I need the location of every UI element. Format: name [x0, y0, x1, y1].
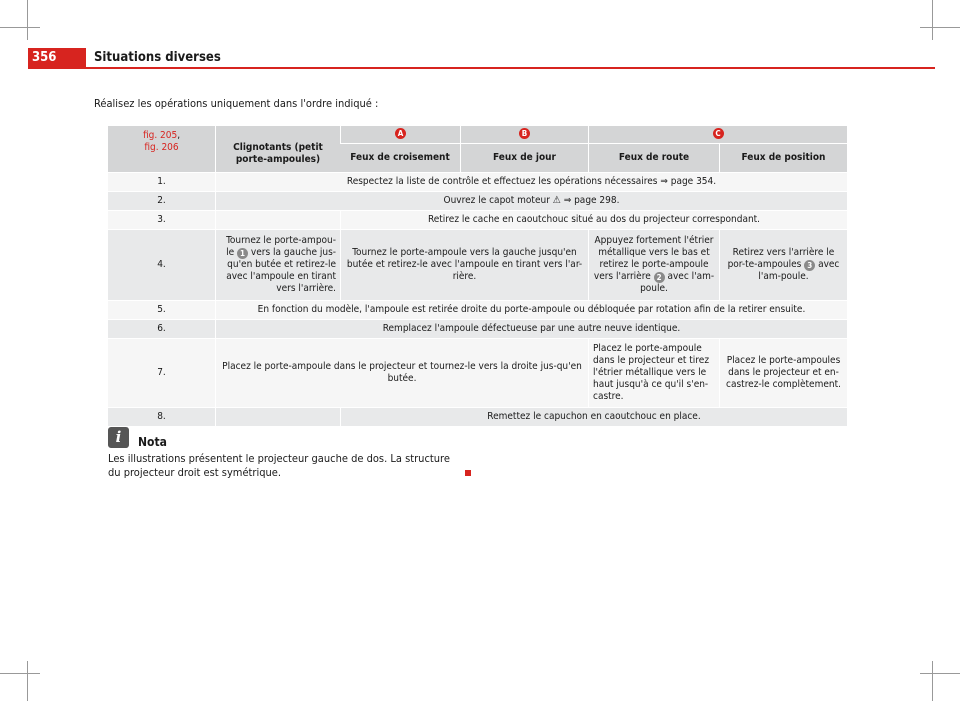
- header-route: Feux de route: [588, 143, 719, 172]
- figure-reference: fig. 205, fig. 206: [108, 126, 215, 172]
- step-text-croisement-jour: Tournez le porte-ampoule vers la gauche jusqu'en butée et retirez-le avec l'ampoule en tirant vers l'ar-rière.: [340, 229, 588, 300]
- crop-mark: [27, 0, 28, 40]
- header-croisement: Feux de croisement: [340, 143, 460, 172]
- crop-mark: [27, 661, 28, 701]
- col-label-c: C: [588, 126, 847, 143]
- table-row: [108, 191, 847, 210]
- note-text: Les illustrations présentent le projecteur gauche de dos. La structure du projecteur droit est symétrique.: [108, 452, 450, 479]
- table-row: [108, 229, 847, 300]
- bulb-replacement-table: [108, 126, 847, 426]
- step-number: 5.: [108, 300, 215, 319]
- header-position: Feux de position: [719, 143, 847, 172]
- callout-3-icon: 3: [804, 260, 815, 271]
- step-text-clignotants: Tournez le porte-ampou-le 1 vers la gauche jus-qu'en butée et retirez-le avec l'ampoule en tirant vers l'arrière.: [215, 229, 340, 300]
- header-rule: [28, 67, 935, 69]
- crop-mark: [0, 673, 40, 674]
- page-number: 356: [28, 48, 86, 67]
- step-text: En fonction du modèle, l'ampoule est retirée droite du porte-ampoule ou débloquée par rotation afin de la retirer ensuite.: [215, 300, 847, 319]
- table-header-row: [108, 126, 847, 143]
- step-text-route: Placez le porte-ampoule dans le projecteur et tirez l'étrier métallique vers le haut jusqu'à ce qu'il s'en-castre.: [588, 338, 719, 407]
- intro-text: Réalisez les opérations uniquement dans l'ordre indiqué :: [94, 97, 379, 110]
- step-number: 4.: [108, 229, 215, 300]
- step-text: Respectez la liste de contrôle et effectuez les opérations nécessaires ⇒ page 354.: [215, 172, 847, 191]
- header-jour: Feux de jour: [460, 143, 588, 172]
- table-row: [108, 210, 847, 229]
- table-row: [108, 338, 847, 407]
- table-row: [108, 319, 847, 338]
- col-label-a: A: [340, 126, 460, 143]
- step-text: Remplacez l'ampoule défectueuse par une autre neuve identique.: [215, 319, 847, 338]
- header-clignotants: Clignotants (petit porte-ampoules): [215, 126, 340, 172]
- step-number: 8.: [108, 407, 215, 426]
- col-label-b: B: [460, 126, 588, 143]
- table-row: [108, 300, 847, 319]
- step-number: 7.: [108, 338, 215, 407]
- crop-mark: [932, 0, 933, 40]
- table-row: [108, 172, 847, 191]
- callout-1-icon: 1: [237, 248, 248, 259]
- step-number: 3.: [108, 210, 215, 229]
- section-end-square-icon: [465, 470, 471, 476]
- step-number: 2.: [108, 191, 215, 210]
- crop-mark: [920, 27, 960, 28]
- step-text-position: Placez le porte-ampoules dans le projecteur et en-castrez-le complètement.: [719, 338, 847, 407]
- step-text-position: Retirez vers l'arrière le por-te-ampoules 3 avec l'am-poule.: [719, 229, 847, 300]
- step-number: 6.: [108, 319, 215, 338]
- crop-mark: [0, 27, 40, 28]
- fig-ref-1[interactable]: fig. 205: [142, 130, 178, 141]
- warning-triangle-icon: ⚠: [552, 194, 561, 206]
- crop-mark: [932, 661, 933, 701]
- step-text: Retirez le cache en caoutchouc situé au dos du projecteur correspondant.: [340, 210, 847, 229]
- step-text: Remettez le capuchon en caoutchouc en place.: [340, 407, 847, 426]
- note-title: Nota: [138, 435, 167, 449]
- callout-2-icon: 2: [654, 272, 665, 283]
- step-text-clignotants-jour: Placez le porte-ampoule dans le projecteur et tournez-le vers la droite jus-qu'en butée.: [215, 338, 588, 407]
- crop-mark: [920, 673, 960, 674]
- section-title: Situations diverses: [94, 50, 221, 65]
- info-note-icon: i: [108, 427, 129, 448]
- step-number: 1.: [108, 172, 215, 191]
- step-text-route: Appuyez fortement l'étrier métallique vers le bas et retirez le porte-ampoule vers l'arrière 2 avec l'am-poule.: [588, 229, 719, 300]
- fig-ref-2[interactable]: fig. 206: [144, 142, 179, 153]
- step-text: Ouvrez le capot moteur ⚠ ⇒ page 298.: [215, 191, 847, 210]
- table-row: [108, 407, 847, 426]
